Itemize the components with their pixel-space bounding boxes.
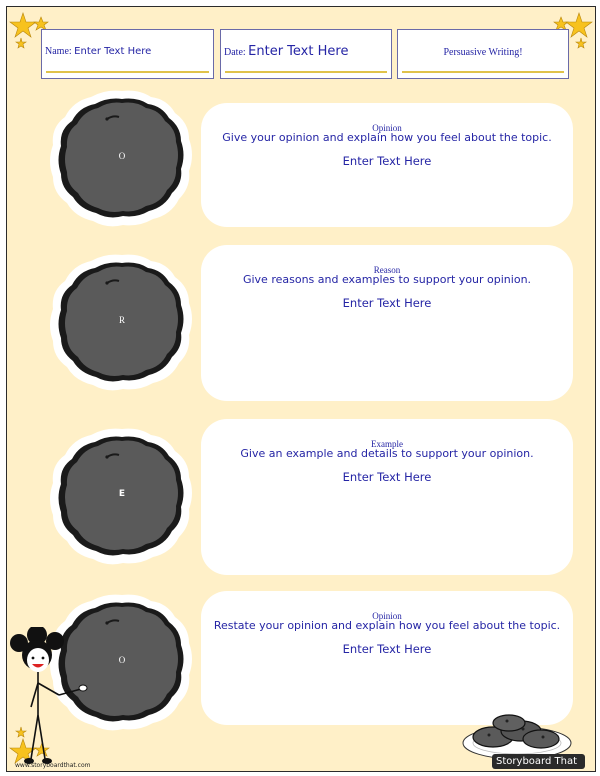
example-card	[201, 419, 573, 575]
card-text-input[interactable]: Enter Text Here	[342, 470, 432, 484]
card-text-input[interactable]: Enter Text Here	[342, 642, 432, 656]
cookie-letter: R	[118, 315, 125, 325]
cookie-icon	[47, 87, 197, 229]
worksheet-title: Persuasive Writing!	[443, 47, 523, 58]
storyboardthat-url[interactable]: www.storyboardthat.com	[15, 762, 91, 769]
worksheet-page	[6, 6, 596, 772]
name-input[interactable]: Enter Text Here	[74, 46, 152, 57]
date-underline	[225, 71, 387, 73]
name-underline	[46, 71, 209, 73]
cookie-letter: E	[118, 489, 126, 499]
cookie-plate-icon	[461, 705, 573, 761]
storyboardthat-logo	[492, 754, 585, 769]
card-prompt: Give an example and details to support your opinion.	[240, 447, 534, 460]
title-box	[397, 29, 569, 79]
title-underline	[402, 71, 564, 73]
card-title: Opinion	[372, 123, 402, 133]
cookie-icon	[47, 251, 197, 393]
opinion-card	[201, 103, 573, 227]
date-field[interactable]	[220, 29, 392, 79]
stick-figure-girl	[9, 627, 89, 767]
card-title: Example	[371, 439, 403, 449]
date-label-row	[224, 44, 348, 59]
cookie-icon	[47, 425, 197, 567]
card-title: Opinion	[372, 611, 402, 621]
name-field[interactable]	[41, 29, 214, 79]
name-label-row	[45, 46, 151, 57]
date-input[interactable]: Enter Text Here	[248, 44, 349, 59]
cookie-letter: O	[118, 151, 126, 161]
card-text-input[interactable]: Enter Text Here	[342, 296, 432, 310]
card-prompt: Restate your opinion and explain how you feel about the topic.	[213, 619, 561, 632]
date-label: Date:	[224, 47, 246, 58]
card-prompt: Give your opinion and explain how you feel about the topic.	[222, 131, 552, 144]
card-title: Reason	[373, 265, 401, 275]
card-text-input[interactable]: Enter Text Here	[342, 154, 432, 168]
reason-card	[201, 245, 573, 401]
brand-text: Storyboard That	[496, 756, 577, 767]
name-label: Name:	[45, 46, 72, 57]
cookie-letter: O	[118, 655, 126, 665]
card-prompt: Give reasons and examples to support your opinion.	[242, 273, 532, 286]
